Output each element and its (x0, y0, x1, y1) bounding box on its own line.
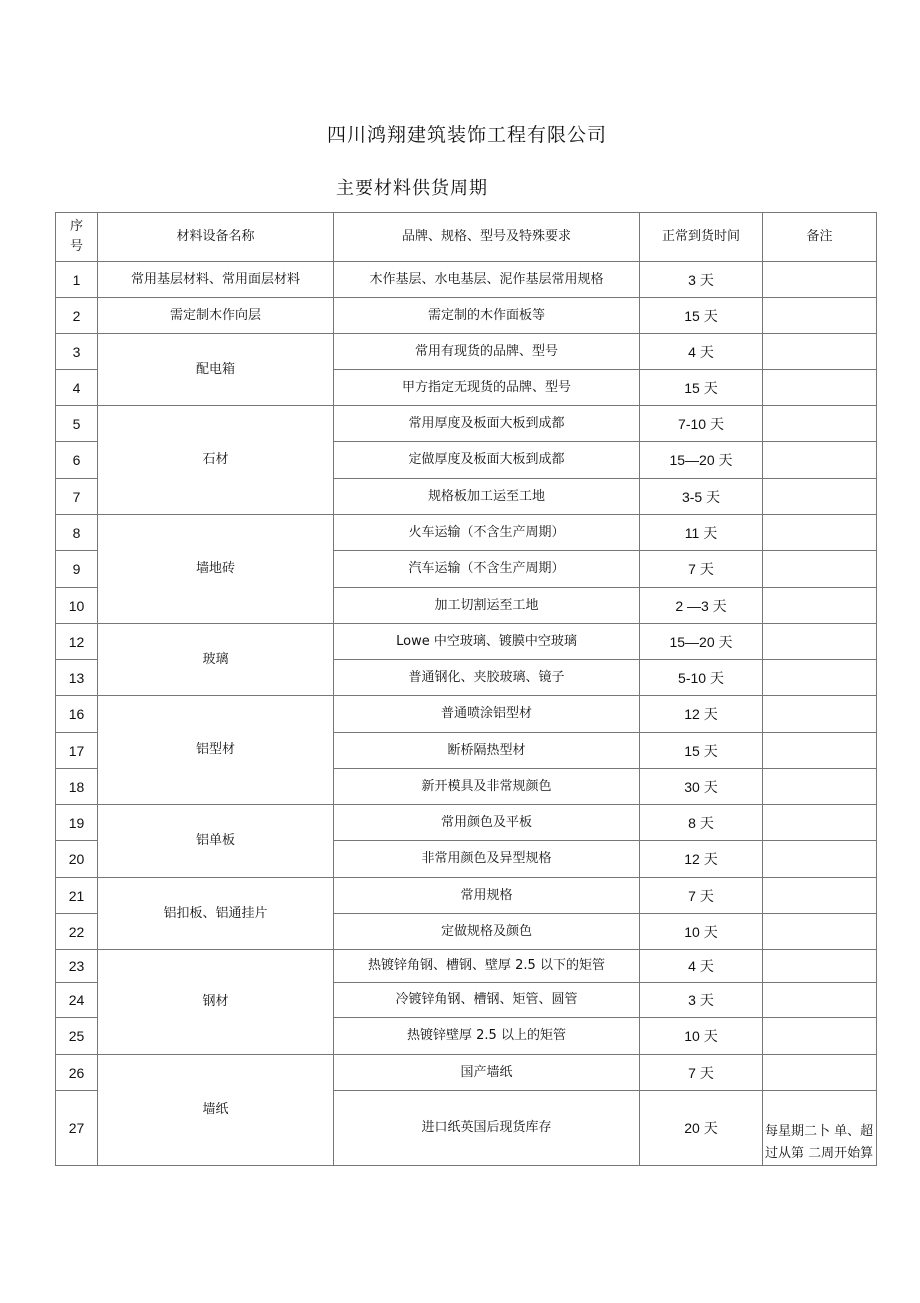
table-row (56, 1055, 877, 1091)
cell-seq: 19 (56, 805, 98, 841)
cell-material-name: 钢材 (98, 950, 334, 1055)
cell-seq: 20 (56, 841, 98, 878)
cell-material-name: 配电箱 (98, 334, 334, 406)
cell-seq: 13 (56, 660, 98, 696)
cell-delivery-time: 15—20 天 (640, 442, 763, 479)
header-name: 材料设备名称 (98, 213, 334, 262)
cell-note (763, 515, 877, 551)
header-spec: 品牌、规格、型号及特殊要求 (334, 213, 640, 262)
cell-note (763, 733, 877, 769)
cell-delivery-time: 7 天 (640, 551, 763, 588)
cell-spec: 定做规格及颜色 (334, 914, 640, 950)
table-row (56, 334, 877, 370)
cell-spec: 需定制的木作面板等 (334, 298, 640, 334)
cell-delivery-time: 15 天 (640, 370, 763, 406)
cell-spec: 进口纸英国后现货库存 (334, 1091, 640, 1166)
cell-spec: 国产墙纸 (334, 1055, 640, 1091)
table-row (56, 950, 877, 983)
cell-seq: 25 (56, 1018, 98, 1055)
cell-note (763, 442, 877, 479)
cell-note (763, 696, 877, 733)
cell-note (763, 1055, 877, 1091)
cell-spec: 普通钢化、夹胶玻璃、镜子 (334, 660, 640, 696)
cell-seq: 26 (56, 1055, 98, 1091)
cell-spec: 规格板加工运至工地 (334, 479, 640, 515)
cell-note (763, 406, 877, 442)
cell-material-name: 墙地砖 (98, 515, 334, 624)
cell-material-name: 需定制木作向层 (98, 298, 334, 334)
cell-spec: 定做厚度及板面大板到成都 (334, 442, 640, 479)
cell-material-name: 常用基层材料、常用面层材料 (98, 262, 334, 298)
cell-delivery-time: 30 天 (640, 769, 763, 805)
cell-spec: 断桥隔热型材 (334, 733, 640, 769)
cell-seq: 4 (56, 370, 98, 406)
cell-seq: 17 (56, 733, 98, 769)
cell-delivery-time: 20 天 (640, 1091, 763, 1166)
cell-note (763, 660, 877, 696)
cell-delivery-time: 10 天 (640, 1018, 763, 1055)
cell-seq: 18 (56, 769, 98, 805)
cell-seq: 3 (56, 334, 98, 370)
cell-spec: 冷镀锌角钢、槽钢、矩管、圆管 (334, 983, 640, 1018)
cell-material-name: 铝型材 (98, 696, 334, 805)
cell-delivery-time: 5-10 天 (640, 660, 763, 696)
cell-spec: 热镀锌角钢、槽钢、壁厚 2.5 以下的矩管 (334, 950, 640, 983)
cell-seq: 8 (56, 515, 98, 551)
cell-note (763, 914, 877, 950)
cell-spec: 火车运输（不含生产周期） (334, 515, 640, 551)
cell-spec: Lowe 中空玻璃、镀膜中空玻璃 (334, 624, 640, 660)
cell-material-name: 铝扣板、铝通挂片 (98, 878, 334, 950)
cell-seq: 16 (56, 696, 98, 733)
header-note: 备注 (763, 213, 877, 262)
cell-delivery-time: 4 天 (640, 334, 763, 370)
cell-seq: 2 (56, 298, 98, 334)
cell-material-name: 墙纸 (98, 1055, 334, 1166)
cell-seq: 21 (56, 878, 98, 914)
cell-note (763, 805, 877, 841)
cell-note (763, 950, 877, 983)
cell-spec: 甲方指定无现货的品牌、型号 (334, 370, 640, 406)
cell-note (763, 551, 877, 588)
cell-delivery-time: 15 天 (640, 298, 763, 334)
table-row (56, 878, 877, 914)
cell-note (763, 334, 877, 370)
cell-spec: 新开模具及非常规颜色 (334, 769, 640, 805)
cell-material-name: 石材 (98, 406, 334, 515)
cell-delivery-time: 10 天 (640, 914, 763, 950)
table-row (56, 298, 877, 334)
cell-seq: 24 (56, 983, 98, 1018)
cell-spec: 汽车运输（不含生产周期） (334, 551, 640, 588)
cell-seq: 5 (56, 406, 98, 442)
cell-note (763, 370, 877, 406)
cell-spec: 普通喷涂铝型材 (334, 696, 640, 733)
cell-seq: 9 (56, 551, 98, 588)
cell-delivery-time: 3 天 (640, 262, 763, 298)
cell-delivery-time: 7-10 天 (640, 406, 763, 442)
cell-spec: 加工切割运至工地 (334, 588, 640, 624)
cell-note (763, 983, 877, 1018)
cell-delivery-time: 3-5 天 (640, 479, 763, 515)
header-seq: 序号 (56, 213, 98, 262)
table-row (56, 624, 877, 660)
cell-note (763, 624, 877, 660)
cell-delivery-time: 3 天 (640, 983, 763, 1018)
cell-material-name: 铝单板 (98, 805, 334, 878)
cell-seq: 6 (56, 442, 98, 479)
cell-delivery-time: 15 天 (640, 733, 763, 769)
cell-note (763, 878, 877, 914)
cell-seq: 23 (56, 950, 98, 983)
table-row (56, 262, 877, 298)
supply-cycle-table (55, 212, 877, 1166)
table-row (56, 515, 877, 551)
cell-note: 每星期二卜 单、超过从第 二周开始算 (763, 1091, 877, 1166)
cell-note (763, 1018, 877, 1055)
table-row (56, 805, 877, 841)
cell-spec: 常用有现货的品牌、型号 (334, 334, 640, 370)
cell-spec: 常用颜色及平板 (334, 805, 640, 841)
table-row (56, 406, 877, 442)
company-title: 四川鸿翔建筑装饰工程有限公司 (326, 124, 607, 146)
table-body (56, 262, 877, 1166)
cell-note (763, 298, 877, 334)
cell-seq: 22 (56, 914, 98, 950)
document-subtitle: 主要材料供货周期 (336, 178, 488, 199)
cell-delivery-time: 7 天 (640, 878, 763, 914)
cell-material-name: 玻璃 (98, 624, 334, 696)
cell-delivery-time: 12 天 (640, 696, 763, 733)
cell-seq: 12 (56, 624, 98, 660)
cell-spec: 常用厚度及板面大板到成都 (334, 406, 640, 442)
cell-note (763, 769, 877, 805)
cell-note (763, 841, 877, 878)
cell-delivery-time: 15—20 天 (640, 624, 763, 660)
cell-seq: 27 (56, 1091, 98, 1166)
cell-spec: 木作基层、水电基层、泥作基层常用规格 (334, 262, 640, 298)
cell-spec: 常用规格 (334, 878, 640, 914)
header-time: 正常到货时间 (640, 213, 763, 262)
cell-note (763, 479, 877, 515)
cell-delivery-time: 2 —3 天 (640, 588, 763, 624)
cell-seq: 10 (56, 588, 98, 624)
cell-delivery-time: 4 天 (640, 950, 763, 983)
table-row (56, 696, 877, 733)
table-header-row (56, 213, 877, 262)
cell-spec: 非常用颜色及异型规格 (334, 841, 640, 878)
cell-delivery-time: 8 天 (640, 805, 763, 841)
cell-delivery-time: 12 天 (640, 841, 763, 878)
cell-delivery-time: 7 天 (640, 1055, 763, 1091)
cell-delivery-time: 11 天 (640, 515, 763, 551)
cell-seq: 7 (56, 479, 98, 515)
cell-spec: 热镀锌壁厚 2.5 以上的矩管 (334, 1018, 640, 1055)
cell-seq: 1 (56, 262, 98, 298)
cell-note (763, 588, 877, 624)
cell-note (763, 262, 877, 298)
